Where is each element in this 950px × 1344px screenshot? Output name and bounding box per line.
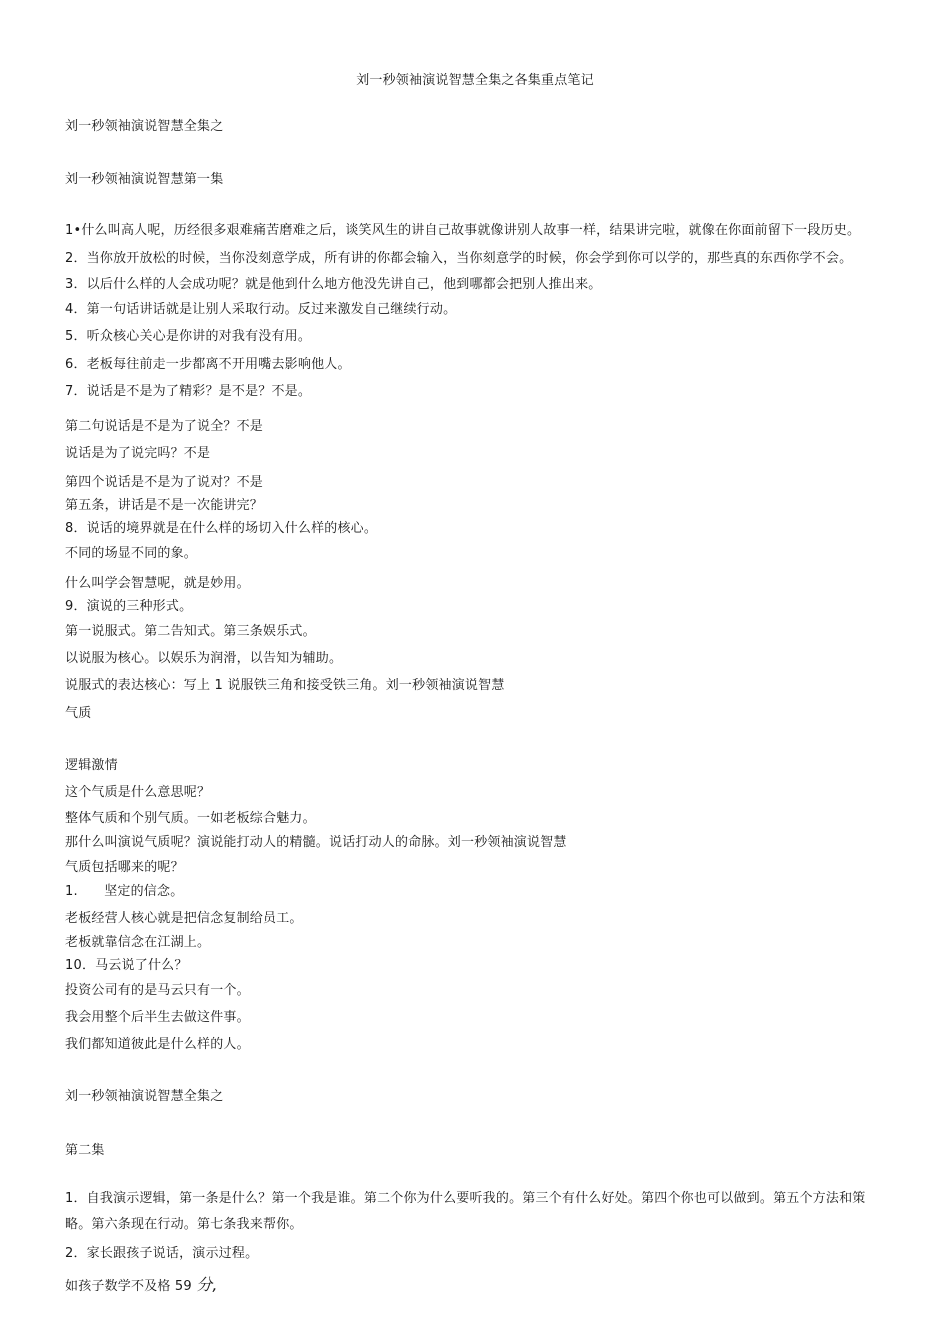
document-title: 刘一秒领袖演说智慧全集之各集重点笔记 bbox=[356, 73, 594, 88]
text-line: 1. 坚定的信念。 bbox=[65, 884, 184, 899]
text-line bbox=[65, 1276, 218, 1296]
text-line: 第一说服式。第二告知式。第三条娱乐式。 bbox=[65, 624, 316, 639]
text-line: 老板经营人核心就是把信念复制给员工。 bbox=[65, 911, 303, 926]
text-line: 4．第一句话讲话就是让别人采取行动。反过来激发自己继续行动。 bbox=[65, 302, 457, 317]
text-line: 7．说话是不是为了精彩？是不是？不是。 bbox=[65, 384, 312, 399]
text-line: 我会用整个后半生去做这件事。 bbox=[65, 1010, 250, 1025]
section-heading: 刘一秒领袖演说智慧第一集 bbox=[65, 172, 224, 187]
text-line: 第五条，讲话是不是一次能讲完？ bbox=[65, 498, 264, 513]
text-fragment: 如孩子数学不及格 59 bbox=[65, 1279, 192, 1294]
text-line: 投资公司有的是马云只有一个。 bbox=[65, 983, 250, 998]
text-line: 6．老板每往前走一步都离不开用嘴去影响他人。 bbox=[65, 357, 351, 372]
text-line: 第二句说话是不是为了说全？不是 bbox=[65, 419, 264, 434]
text-line: 整体气质和个别气质。一如老板综合魅力。 bbox=[65, 811, 316, 826]
text-paragraph: 1．自我演示逻辑，第一条是什么？第一个我是谁。第二个你为什么要听我的。第三个有什么好处。第四个你也可以做到。第五个方法和策略。第六条现在行动。第七条我来帮你。 bbox=[65, 1191, 866, 1232]
text-line: 10．马云说了什么？ bbox=[65, 958, 188, 973]
text-line: 3．以后什么样的人会成功呢？就是他到什么地方他没先讲自己，他到哪都会把别人推出来。 bbox=[65, 277, 602, 292]
text-line: 1•什么叫高人呢，历经很多艰难痛苦磨难之后，谈笑风生的讲自己故事就像讲别人故事一样，结果讲完啦，就像在你面前留下一段历史。 bbox=[65, 223, 861, 238]
text-line: 2．家长跟孩子说话，演示过程。 bbox=[65, 1246, 259, 1261]
text-line: 气质 bbox=[65, 706, 92, 721]
text-line: 说话是为了说完吗？不是 bbox=[65, 446, 211, 461]
text-line: 说服式的表达核心：写上 1 说服铁三角和接受铁三角。刘一秒领袖演说智慧 bbox=[65, 678, 505, 693]
text-line: 这个气质是什么意思呢？ bbox=[65, 785, 211, 800]
text-line: 第四个说话是不是为了说对？不是 bbox=[65, 475, 264, 490]
section-heading: 刘一秒领袖演说智慧全集之 bbox=[65, 1089, 224, 1104]
text-line: 气质包括哪来的呢？ bbox=[65, 860, 184, 875]
text-line: 2．当你放开放松的时候，当你没刻意学成，所有讲的你都会输入，当你刻意学的时候，你会学到你可以学的，那些真的东西你学不会。 bbox=[65, 251, 853, 266]
text-line: 那什么叫演说气质呢？演说能打动人的精髓。说话打动人的命脉。刘一秒领袖演说智慧 bbox=[65, 835, 567, 850]
text-line: 以说服为核心。以娱乐为润滑，以告知为辅助。 bbox=[65, 651, 343, 666]
text-line: 8．说话的境界就是在什么样的场切入什么样的核心。 bbox=[65, 521, 378, 536]
text-line: 我们都知道彼此是什么样的人。 bbox=[65, 1037, 250, 1052]
text-line: 什么叫学会智慧呢，就是妙用。 bbox=[65, 576, 250, 591]
section-heading: 刘一秒领袖演说智慧全集之 bbox=[65, 119, 224, 134]
text-line: 5．听众核心关心是你讲的对我有没有用。 bbox=[65, 329, 312, 344]
text-line: 不同的场显不同的象。 bbox=[65, 546, 198, 561]
text-fragment: 分, bbox=[196, 1275, 218, 1294]
text-line: 逻辑激情 bbox=[65, 758, 118, 773]
text-line: 老板就靠信念在江湖上。 bbox=[65, 935, 211, 950]
section-heading: 第二集 bbox=[65, 1143, 105, 1158]
text-line: 9．演说的三种形式。 bbox=[65, 599, 193, 614]
